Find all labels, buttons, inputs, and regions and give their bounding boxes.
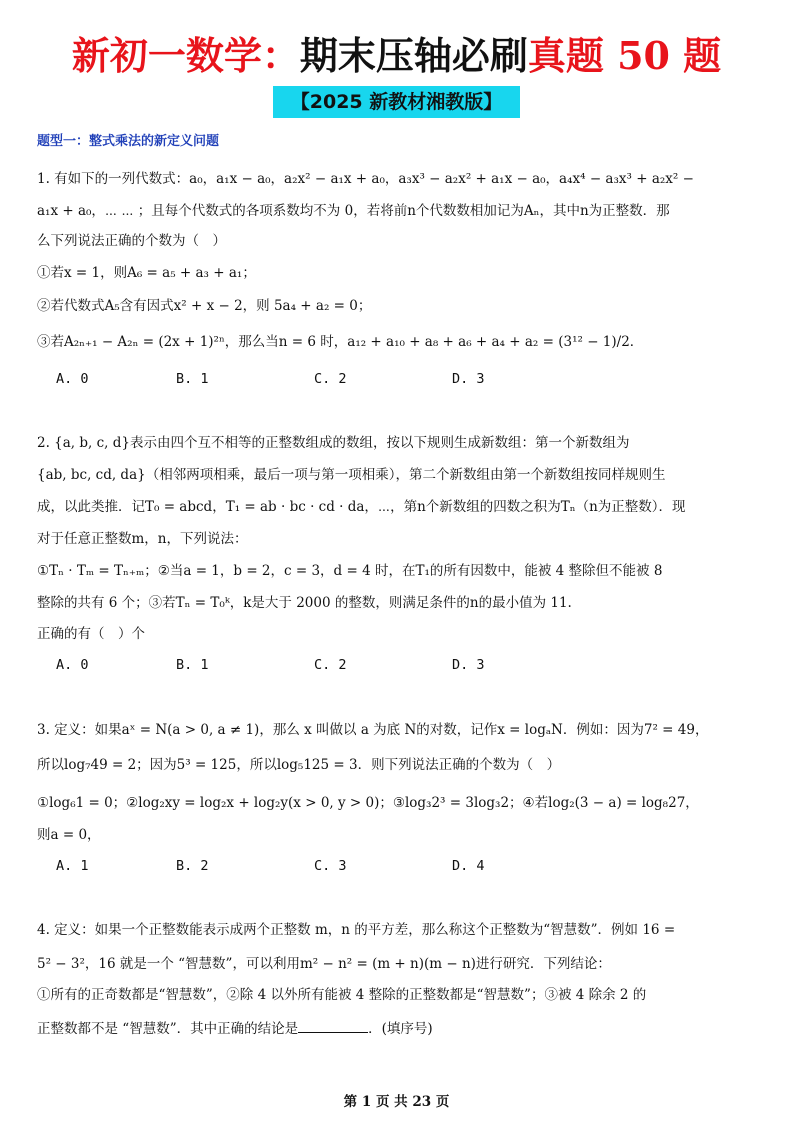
- q1-statement-3: ③若A₂ₙ₊₁ − A₂ₙ = (2x + 1)²ⁿ，那么当n = 6 时，a₁₂ + a₁₀ + a₈ + a₆ + a₄ + a₂ = (3¹² − 1)/2．: [37, 334, 644, 350]
- answer-blank[interactable]: [298, 1018, 368, 1033]
- q2-option-b: B. 1: [176, 657, 209, 673]
- section-heading: 题型一：整式乘法的新定义问题: [37, 134, 220, 149]
- q2-line-2: {ab, bc, cd, da}（相邻两项相乘，最后一项与第一项相乘），第二个新数组由第一个新数组按同样规则生: [37, 467, 666, 483]
- q4-line-1: 4. 定义：如果一个正整数能表示成两个正整数 m，n 的平方差，那么称这个正整数为“智慧数”．例如 16 =: [37, 922, 676, 938]
- q3-option-b: B. 2: [176, 858, 209, 874]
- edition-badge: 【2025 新教材湘教版】: [273, 86, 520, 118]
- q3-line-2: 所以log₇49 = 2；因为5³ = 125，所以log₅125 = 3．则下列说法正确的个数为（ ）: [37, 757, 561, 773]
- q2-option-d: D. 3: [452, 657, 485, 673]
- q2-line-5: ①Tₙ · Tₘ = Tₙ₊ₘ；②当a = 1，b = 2，c = 3，d = 4 时，在T₁的所有因数中，能被 4 整除但不能被 8: [37, 563, 663, 579]
- q1-line-3: 么下列说法正确的个数为（ ）: [37, 233, 226, 249]
- q2-option-a: A. 0: [56, 657, 89, 673]
- q2-line-3: 成，以此类推．记T₀ = abcd，T₁ = ab · bc · cd · da，⋯，第n个新数组的四数之积为Tₙ（n为正整数）．现: [37, 499, 686, 515]
- page-footer: 第 1 页 共 23 页: [343, 1094, 450, 1110]
- q1-statement-1: ①若x = 1，则A₆ = a₅ + a₃ + a₁；: [37, 265, 256, 281]
- q4-line-2: 5² − 3²，16 就是一个 “智慧数”，可以利用m² − n² = (m + n)(m − n)进行研究．下列结论：: [37, 956, 611, 972]
- q2-line-6: 整除的共有 6 个；③若Tₙ = T₀ᵏ，k是大于 2000 的整数，则满足条件的n的最小值为 11.: [37, 595, 572, 611]
- q1-option-c: C. 2: [314, 371, 347, 387]
- q2-line-4: 对于任意正整数m，n，下列说法：: [37, 531, 248, 547]
- q3-option-c: C. 3: [314, 858, 347, 874]
- q1-option-b: B. 1: [176, 371, 209, 387]
- q1-line-2: a₁x + a₀，⋯ ⋯ ；且每个代数式的各项系数均不为 0，若将前n个代数数相加记为Aₙ，其中n为正整数．那: [37, 203, 670, 219]
- q1-statement-2: ②若代数式A₅含有因式x² + x − 2，则 5a₄ + a₂ = 0；: [37, 298, 372, 314]
- q4-line-4-tail: ．(填序号): [368, 1021, 433, 1037]
- q2-line-7: 正确的有（ ）个: [37, 626, 145, 642]
- q3-line-4: 则a = 0，: [37, 827, 101, 843]
- q2-option-c: C. 2: [314, 657, 347, 673]
- q1-option-d: D. 3: [452, 371, 485, 387]
- q4-line-4-text: 正整数都不是 “智慧数”．其中正确的结论是: [37, 1021, 299, 1037]
- title-part-1: 新初一数学：期末压轴必刷: [71, 33, 528, 78]
- q2-line-1: 2. {a, b, c, d}表示由四个互不相等的正整数组成的数组，按以下规则生成新数组：第一个新数组为: [37, 435, 630, 451]
- q1-option-a: A. 0: [56, 371, 89, 387]
- q3-option-a: A. 1: [56, 858, 89, 874]
- q4-line-3: ①所有的正奇数都是“智慧数”，②除 4 以外所有能被 4 整除的正整数都是“智慧数”；③被 4 除余 2 的: [37, 987, 647, 1003]
- title-part-2: 真题 50 题: [527, 33, 722, 78]
- q4-line-4: [37, 1018, 759, 1038]
- q3-line-1: 3. 定义：如果aˣ = N(a > 0, a ≠ 1)，那么 x 叫做以 a 为底 N的对数，记作x = logₐN．例如：因为7² = 49，: [37, 722, 709, 738]
- q1-line-1: 1. 有如下的一列代数式：a₀，a₁x − a₀，a₂x² − a₁x + a₀，a₃x³ − a₂x² + a₁x − a₀，a₄x⁴ − a₃x³ + a₂x² −: [37, 171, 694, 187]
- q3-option-d: D. 4: [452, 858, 485, 874]
- q3-line-3: ①log₆1 = 0；②log₂xy = log₂x + log₂y(x > 0, y > 0)；③log₃2³ = 3log₃2；④若log₂(3 − a) = log₈27，: [37, 795, 699, 811]
- page-title: [0, 30, 793, 82]
